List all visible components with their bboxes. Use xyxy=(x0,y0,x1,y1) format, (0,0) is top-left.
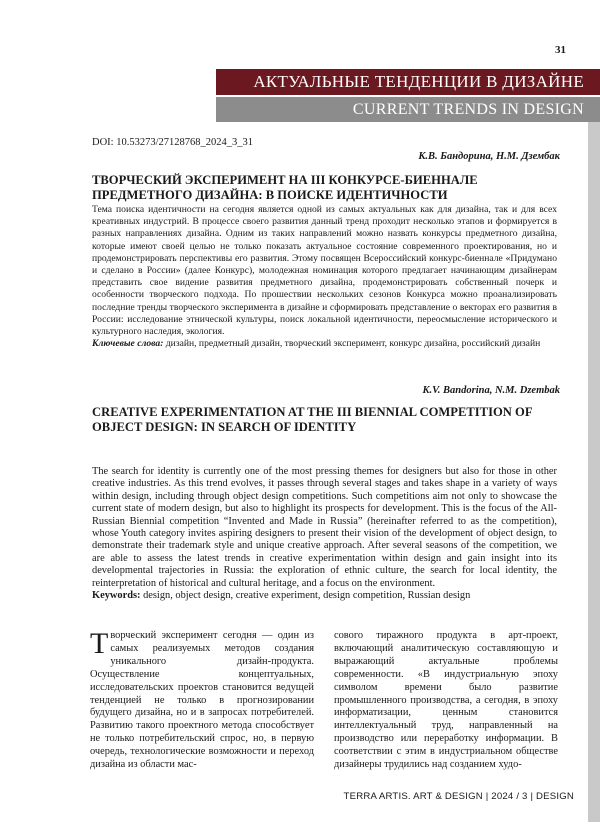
keywords-ru: дизайн, предметный дизайн, творческий эксперимент, конкурс дизайна, российский дизайн xyxy=(163,338,541,350)
keywords-en: design, object design, creative experiment, design competition, Russian design xyxy=(140,590,471,602)
body-column-right xyxy=(334,630,558,773)
section-title-ru: АКТУАЛЬНЫЕ ТЕНДЕНЦИИ В ДИЗАЙНЕ xyxy=(253,72,584,91)
doi: DOI: 10.53273/27128768_2024_3_31 xyxy=(92,137,253,148)
authors-ru: К.В. Бандорина, Н.М. Дзембак xyxy=(418,151,560,162)
keywords-label-en: Keywords: xyxy=(92,590,141,602)
section-banner-en xyxy=(216,97,600,122)
article-title-en: CREATIVE EXPERIMENTATION AT THE III BIENNIAL COMPETITION OF OBJECT DESIGN: IN SEARCH OF IDENTITY xyxy=(92,405,533,434)
keywords-label-ru: Ключевые слова: xyxy=(92,338,164,350)
body-text-right: сового тиражного продукта в арт-проект, включающий аналитическую составляющую и выражающий актуальные проблемы современности. «В индустриальную эпоху символом времени было развитие промышленного производства, а сегодня, в эпоху информатизации, ценным становится интеллектуальный труд, направленный на производство или переработку информации. В соответствии с этим в индустриальном обществе дизайнеры трудились над созданием худо- xyxy=(334,630,558,771)
article-title-ru: ТВОРЧЕСКИЙ ЭКСПЕРИМЕНТ НА III КОНКУРСЕ-БИЕННАЛЕ ПРЕДМЕТНОГО ДИЗАЙНА: В ПОИСКЕ ИДЕНТИЧНОСТИ xyxy=(92,173,478,202)
dropcap: Т xyxy=(90,630,109,660)
side-decor-bar xyxy=(588,122,600,822)
abstract-ru-text: Тема поиска идентичности на сегодня является одной из самых актуальных как для дизайна, так и для всех креативных индустрий. В процессе своего развития данный тренд проходит несколько этапов и формируется в разных направлениях дизайна. Одним из таких направлений можно назвать конкурсы предметного дизайна, которые имеют своей целью не только показать актуальное состояние современного проектирования, но и продемонстрировать перспективы его развития. Этому посвящен Всероссийский конкурс-биеннале «Придумано и сделано в России» (далее Конкурс), молодежная номинация которого предлагает начинающим дизайнерам представить свое видение развития предметного дизайна, продемонстрировать собственный почерк и особенности творческого подхода. По прошествии нескольких сезонов Конкурса можно проанализировать последние тренды творческого эксперимента в дизайне и сформировать представление о векторах его развития в России: исследование этнической культуры, поиск локальной идентичности, переосмысление исторического и культурного наследия, экология. xyxy=(92,204,557,338)
body-column-left xyxy=(90,630,314,773)
section-banner-ru xyxy=(216,69,600,95)
section-title-en: CURRENT TRENDS IN DESIGN xyxy=(352,100,584,118)
authors-en: K.V. Bandorina, N.M. Dzembak xyxy=(422,385,560,396)
abstract-ru xyxy=(92,204,557,350)
abstract-en-text: The search for identity is currently one of the most pressing themes for designers but also for those in other creative industries. As this trend evolves, it passes through several stages and takes shape in a variety of ways within design, including through object design competitions. Such competitions aim not only to showcase the current state of modern design, but also to highlight its prospects for development. This is the focus of the All-Russian Biennial competition “Invented and Made in Russia” (hereinafter referred to as the competition), whose Youth category invites aspiring designers to present their vision of the development of object design, to demonstrate their trademark style and unique creative approach. After several seasons of the competition, we are able to assess the latest trends in creative experimentation within design and gain insight into its developmental trajectories in Russia: the exploration of ethnic culture, the search for local identity, the reinterpretation of historical and cultural heritage, and a focus on the environment. xyxy=(92,466,557,589)
journal-footer: TERRA ARTIS. ART & DESIGN | 2024 / 3 | DESIGN xyxy=(343,791,574,802)
body-columns xyxy=(90,630,558,773)
page-number: 31 xyxy=(555,44,566,56)
abstract-en xyxy=(92,466,557,602)
body-text-left: ворческий эксперимент сегодня — один из самых реализуемых методов создания уникального дизайн-продукта. Осуществление концептуальных, исследовательских проектов становится ведущей тенденцией не только в прогнозировании будущего дизайна, но и в запросах потребителей. Развитию такого проектного метода способствует не только потребительский спрос, но, в первую очередь, технологические возможности и переход дизайна из области мас- xyxy=(90,630,314,771)
